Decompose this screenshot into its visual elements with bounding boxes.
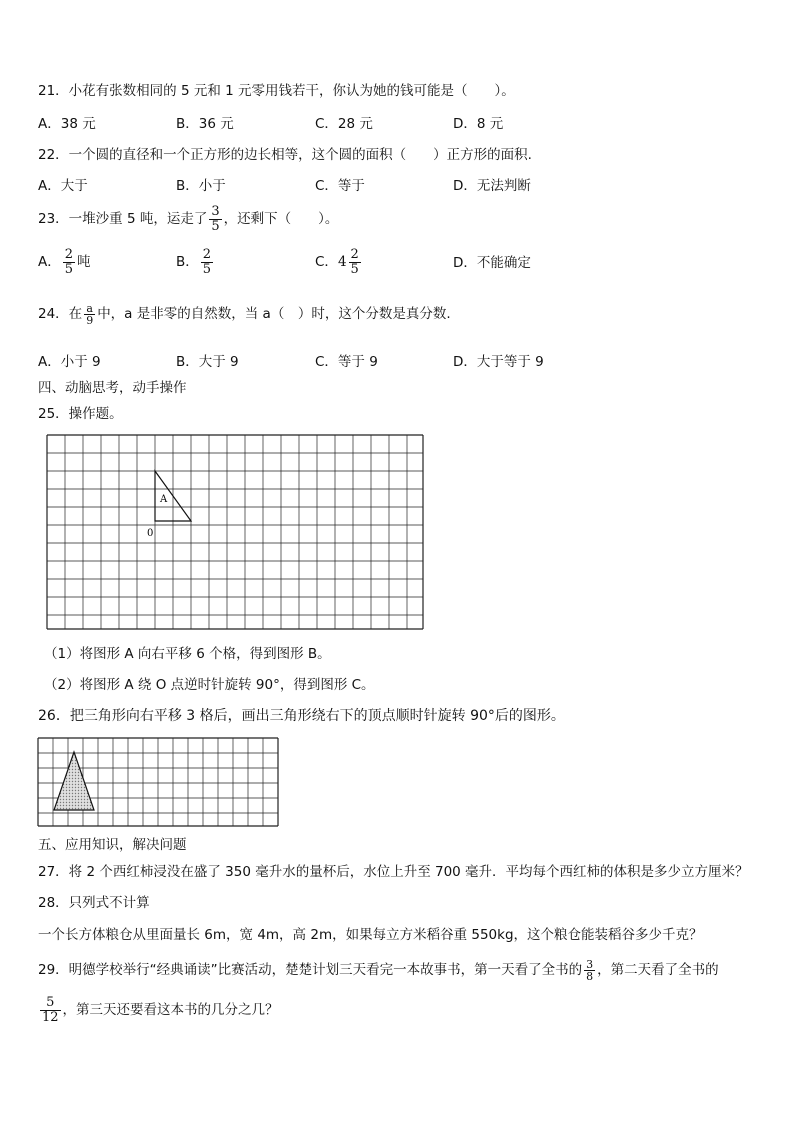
section-4-heading: 四、动脑思考，动手操作 — [38, 380, 187, 396]
q29-fraction-1 — [584, 959, 595, 982]
q28-text: 一个长方体粮仓从里面量长 6m，宽 4m，高 2m，如果每立方米稻谷重 550kg，这个粮仓能装稻谷多少千克？ — [38, 927, 703, 943]
q25-step-2: （2）将图形 A 绕 O 点逆时针旋转 90°，得到图形 C。 — [44, 677, 375, 693]
q29-middle: ，第二天看了全书的 — [597, 962, 719, 978]
q21-text: 21．小花有张数相同的 5 元和 1 元零用钱若干，你认为她的钱可能是（ ）。 — [38, 83, 515, 99]
q26-triangle — [54, 752, 94, 810]
q25-label-o: 0 — [147, 528, 154, 539]
q23-option-a-num: 2 — [64, 246, 74, 262]
q23-option-c-fraction — [349, 248, 361, 277]
q29-fraction-1-den: 8 — [586, 969, 594, 983]
q29-fraction-1-num: 3 — [586, 957, 594, 971]
q23-option-c — [315, 246, 363, 278]
q25-title: 25．操作题。 — [38, 406, 123, 422]
q23-suffix: ，还剩下（ ）。 — [223, 211, 339, 227]
q22-option-c: C．等于 — [315, 178, 365, 194]
q23-option-c-num: 2 — [350, 246, 359, 262]
q21-option-c: C．28 元 — [315, 116, 373, 132]
q23-fraction — [209, 205, 221, 234]
q24-fraction-den: 9 — [86, 313, 94, 327]
q24-option-a: A．小于 9 — [38, 354, 101, 370]
q23-option-a-fraction — [63, 248, 75, 277]
q23-option-a-label: A． — [38, 254, 61, 270]
q22-option-b: B．小于 — [176, 178, 226, 194]
q23-question — [38, 203, 338, 235]
q25-grid — [47, 435, 423, 629]
q23-option-b-fraction — [201, 248, 213, 277]
q23-option-b-num: 2 — [202, 246, 212, 262]
q23-option-a-den: 5 — [64, 261, 74, 277]
q23-fraction-num: 3 — [211, 203, 220, 219]
q23-option-c-whole: 4 — [337, 254, 347, 270]
q21-option-a: A．38 元 — [38, 116, 96, 132]
q23-option-c-label: C． — [315, 254, 338, 270]
q21-option-d: D．8 元 — [453, 116, 504, 132]
q24-fraction — [84, 303, 95, 326]
q28-title: 28．只列式不计算 — [38, 895, 150, 911]
q22-option-a: A．大于 — [38, 178, 88, 194]
q24-suffix: 中，a 是非零的自然数，当 a（ ）时，这个分数是真分数. — [97, 306, 451, 322]
q29-prefix: 29．明德学校举行“经典诵读”比赛活动，楚楚计划三天看完一本故事书，第一天看了全书的 — [38, 962, 583, 978]
q22-option-d: D．无法判断 — [453, 178, 531, 194]
q21-option-b: B．36 元 — [176, 116, 234, 132]
q23-prefix: 23．一堆沙重 5 吨，运走了 — [38, 211, 208, 227]
q23-option-a — [38, 246, 91, 278]
q23-option-c-den: 5 — [350, 261, 359, 277]
q25-step-1: （1）将图形 A 向右平移 6 个格，得到图形 B。 — [44, 646, 331, 662]
q24-option-c: C．等于 9 — [315, 354, 378, 370]
q24-fraction-num: a — [86, 301, 93, 315]
q23-option-b — [176, 246, 215, 278]
q27-text: 27．将 2 个西红柿浸没在盛了 350 毫升水的量杯后，水位上升至 700 毫升．平均每个西红柿的体积是多少立方厘米？ — [38, 864, 749, 880]
q29-fraction-2 — [40, 996, 61, 1025]
q23-option-b-label: B． — [176, 254, 199, 270]
q23-option-d: D．不能确定 — [453, 255, 531, 271]
q23-option-a-unit: 吨 — [77, 254, 91, 270]
q29-line-2 — [38, 994, 279, 1026]
q29-line-1 — [38, 955, 719, 985]
section-5-heading: 五、应用知识，解决问题 — [38, 837, 187, 853]
q24-option-d: D．大于等于 9 — [453, 354, 544, 370]
q24-prefix: 24．在 — [38, 306, 83, 322]
q24-question — [38, 298, 451, 330]
q29-fraction-2-den: 12 — [42, 1009, 59, 1025]
q24-option-b: B．大于 9 — [176, 354, 239, 370]
q23-option-b-den: 5 — [202, 261, 212, 277]
q26-grid — [38, 738, 278, 826]
q29-fraction-2-num: 5 — [46, 994, 55, 1010]
q29-suffix: ，第三天还要看这本书的几分之几？ — [62, 1002, 279, 1018]
q26-text: 26．把三角形向右平移 3 格后，画出三角形绕右下的顶点顺时针旋转 90°后的图形。 — [38, 708, 565, 724]
q23-fraction-den: 5 — [211, 218, 220, 234]
q25-grid-lines — [47, 435, 423, 629]
q25-label-a: A — [160, 494, 168, 505]
q22-text: 22．一个圆的直径和一个正方形的边长相等，这个圆的面积（ ）正方形的面积. — [38, 147, 532, 163]
